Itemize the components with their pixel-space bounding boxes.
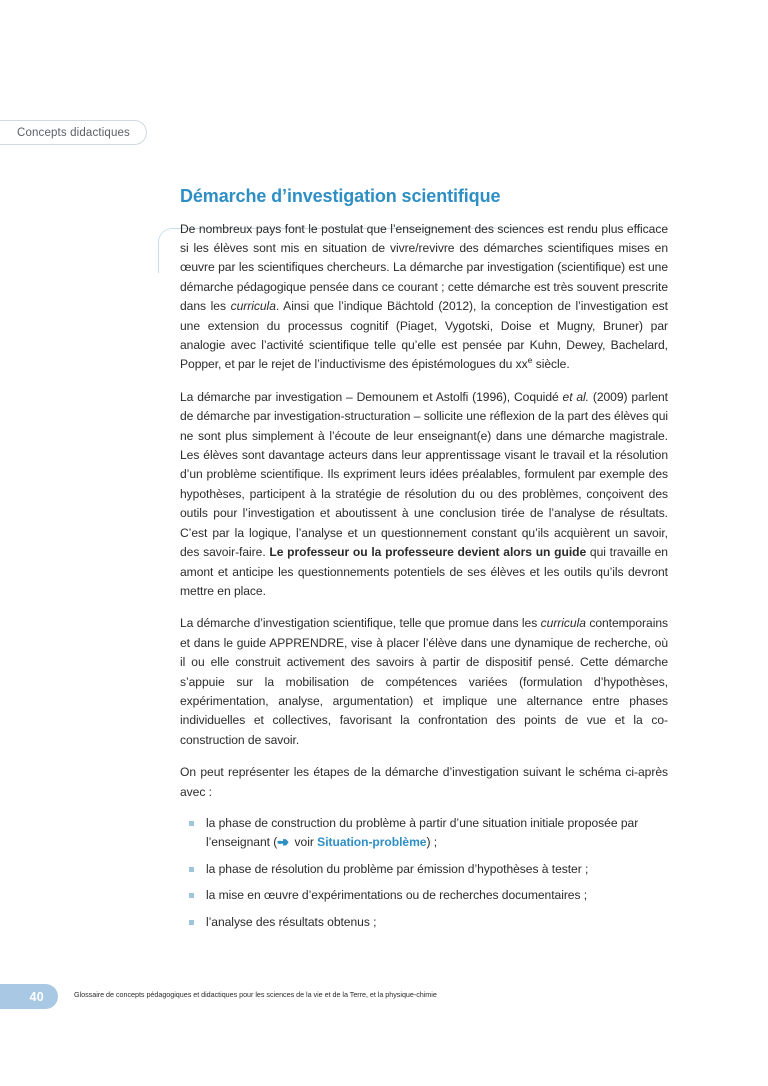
paragraph-1 (180, 220, 668, 375)
paragraph-2-segment-1: La démarche par investigation – Demounem et Astolfi (1996), Coquidé (180, 389, 563, 404)
paragraph-1-segment-2: . Ainsi que l’indique Bächtold (2012), la conception de l’investigation est une extension du processus cognitif (Piaget, Vygotski, Doise et Mugny, Bruner) par analogie avec l’activité scientifique telle qu’elle est pensée par Kuhn, Dewey, Bachelard, Popper, et par le rejet de l’inductivisme des épistémologues du xx (180, 299, 668, 372)
bullet-square-icon (189, 893, 194, 898)
list-item-1-segment-1: la phase de construction du problème à partir d’une situation initiale proposée par l’enseignant ( (206, 815, 639, 850)
list-item (180, 886, 668, 905)
bullet-square-icon (189, 821, 194, 826)
steps-list (180, 814, 668, 932)
paragraph-3-segment-2: contemporains et dans le guide APPRENDRE, vise à placer l’élève dans une dynamique de recherche, où il ou elle construit activement des savoirs à partir de dispositif pensé. Cette démarche s’appuie sur la mobilisation de compétences variées (formulation d’hypothèses, expérimentation, analyse, argumentation) et implique une alternance entre phases individuelles et collectives, favorisant la confrontation des points de vue et la co-construction de savoir. (180, 616, 669, 747)
paragraph-2-italic-et-al: et al. (562, 389, 589, 404)
list-item (180, 814, 668, 853)
list-item (180, 860, 668, 879)
chapter-tab-label: Concepts didactiques (17, 126, 130, 139)
paragraph-3 (180, 614, 668, 750)
paragraph-1-segment-3: siècle. (532, 357, 570, 372)
list-item-3-text: la mise en œuvre d’expérimentations ou de recherches documentaires ; (206, 888, 588, 903)
paragraph-2-segment-3: qui travaille en amont et anticipe les questionnements potentiels de ses élèves et les outils qu’ils devront mettre en place. (180, 545, 668, 598)
paragraph-4 (180, 763, 668, 802)
pointing-hand-icon (277, 834, 290, 843)
page-number-pill (0, 984, 58, 1009)
list-item-4-text: l’analyse des résultats obtenus ; (206, 914, 377, 929)
paragraph-1-italic-curricula: curricula (230, 299, 276, 314)
chapter-tab (0, 120, 147, 145)
list-item-1-segment-3: ) ; (426, 835, 438, 850)
paragraph-3-segment-1: La démarche d’investigation scientifique, telle que promue dans les (180, 616, 541, 631)
cross-reference-link-situation-probleme[interactable]: Situation-problème (317, 835, 427, 850)
bullet-square-icon (189, 867, 194, 872)
footer-note: Glossaire de concepts pédagogiques et didactiques pour les sciences de la vie et de la Terre, et la physique-chimie (74, 990, 437, 999)
paragraph-1-superscript: e (527, 355, 533, 366)
list-item-2-text: la phase de résolution du problème par émission d’hypothèses à tester ; (206, 861, 589, 876)
bullet-square-icon (189, 920, 194, 925)
paragraph-1-segment-1: De nombreux pays font le postulat que l’enseignement des sciences est rendu plus efficace si les élèves sont mis en situation de vivre/revivre des démarches scientifiques mises en œuvre par les scientifiques chercheurs. La démarche par investigation (scientifique) est une démarche pédagogique pensée dans ce courant ; cette démarche est très souvent prescrite dans les (180, 221, 668, 314)
page-title: Démarche d’investigation scientifique (180, 186, 501, 206)
paragraph-2 (180, 388, 668, 601)
list-item (180, 913, 668, 932)
page-footer (0, 984, 768, 1010)
paragraph-4-segment-1: On peut représenter les étapes de la démarche d’investigation suivant le schéma ci-après avec : (180, 765, 668, 799)
paragraph-3-italic-curricula: curricula (540, 616, 586, 631)
paragraph-2-segment-2: (2009) parlent de démarche par investigation-structuration – sollicite une réflexion de la part des élèves qui ne sont plus simplement à l’écoute de leur enseignant(e) dans une démarche magistrale. Les élèves sont davantage acteurs dans leur apprentissage visant le travail et la résolution d’un problème scientifique. Ils expriment leurs idées préalables, formulent par exemple des hypothèses, participent à la stratégie de résolution du ou des problèmes, conçoivent des outils pour l’investigation et aboutissent à une conclusion tirée de l’analyse de résultats. C’est par la logique, l’analyse et un questionnement constant qu’ils acquièrent un savoir, des savoir-faire. (180, 389, 669, 560)
list-item-1-segment-2: voir (291, 835, 318, 850)
page-number: 40 (29, 989, 44, 1004)
paragraph-2-bold-phrase: Le professeur ou la professeure devient alors un guide (269, 545, 587, 560)
article-content (180, 186, 668, 939)
